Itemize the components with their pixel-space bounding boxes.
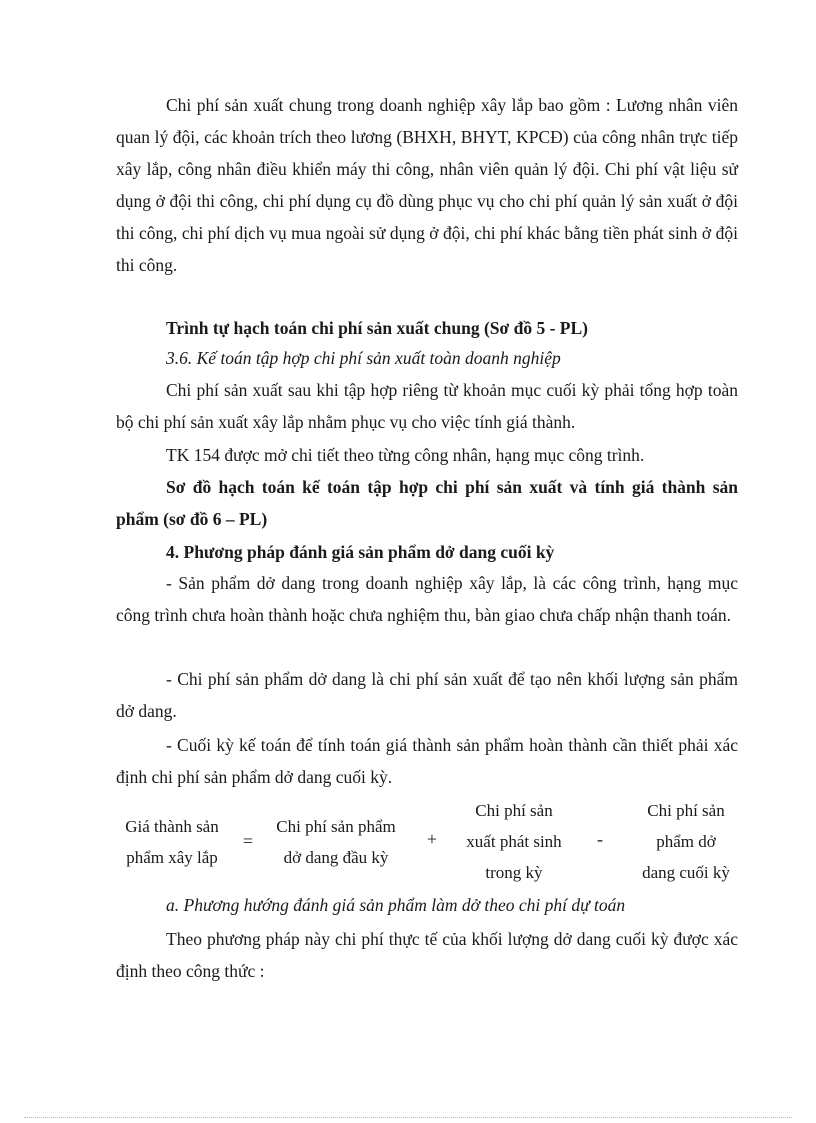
heading-section-4: 4. Phương pháp đánh giá sản phẩm dở dang cuối kỳ: [166, 542, 555, 562]
heading-overhead-procedure: Trình tự hạch toán chi phí sản xuất chung (Sơ đồ 5 - PL): [166, 318, 588, 338]
formula-term-opening-wip: Chi phí sản phẩm dở dang đầu kỳ: [276, 817, 396, 867]
page-bottom-divider: [24, 1117, 792, 1118]
paragraph-overhead-costs: Chi phí sản xuất chung trong doanh nghiệp xây lắp bao gồm : Lương nhân viên quan lý đội, các khoản trích theo lương (BHXH, BHYT, KPCĐ) của công nhân trực tiếp xây lắp, công nhân điều khiển máy thi công, nhân viên quản lý đội. Chi phí vật liệu sử dụng ở đội thi công, chi phí dụng cụ đồ dùng phục vụ cho chi phí quản lý sản xuất ở đội thi công, chi phí dịch vụ mua ngoài sử dụng ở đội, chi phí khác bằng tiền phát sinh ở đội thi công.: [116, 95, 738, 275]
paragraph-formula-intro: Theo phương pháp này chi phí thực tế của khối lượng dở dang cuối kỳ được xác định theo công thức :: [116, 929, 738, 981]
paragraph-aggregate-costs: Chi phí sản xuất sau khi tập hợp riêng từ khoản mục cuối kỳ phải tổng hợp toàn bộ chi phí sản xuất xây lắp nhằm phục vụ cho việc tính giá thành.: [116, 380, 738, 432]
cost-formula: [110, 795, 750, 889]
paragraph-wip-definition: - Sản phẩm dở dang trong doanh nghiệp xây lắp, là các công trình, hạng mục công trình chưa hoàn thành hoặc chưa nghiệm thu, bàn giao chưa chấp nhận thanh toán.: [116, 573, 738, 625]
paragraph-tk154: TK 154 được mở chi tiết theo từng công nhân, hạng mục công trình.: [166, 445, 645, 465]
formula-term-product-cost: Giá thành sản phẩm xây lắp: [125, 817, 219, 867]
formula-plus-sign: +: [426, 829, 438, 849]
formula-minus-sign: -: [597, 829, 603, 849]
formula-term-closing-wip: Chi phí sản phẩm dở dang cuối kỳ: [642, 801, 730, 882]
formula-equals-sign: =: [242, 831, 254, 851]
paragraph-period-end: - Cuối kỳ kế toán để tính toán giá thành sản phẩm hoàn thành cần thiết phải xác định chi phí sản phẩm dở dang cuối kỳ.: [116, 735, 738, 787]
heading-section-a: a. Phương hướng đánh giá sản phẩm làm dở theo chi phí dự toán: [166, 895, 626, 915]
heading-accounting-diagram: Sơ đồ hạch toán kế toán tập hợp chi phí sản xuất và tính giá thành sản phẩm (sơ đồ 6 – PL): [116, 477, 738, 529]
paragraph-wip-cost: - Chi phí sản phẩm dở dang là chi phí sản xuất để tạo nên khối lượng sản phẩm dở dang.: [116, 669, 738, 721]
formula-term-period-costs: Chi phí sản xuất phát sinh trong kỳ: [466, 801, 562, 882]
heading-section-3-6: 3.6. Kế toán tập hợp chi phí sản xuất toàn doanh nghiệp: [166, 348, 561, 368]
